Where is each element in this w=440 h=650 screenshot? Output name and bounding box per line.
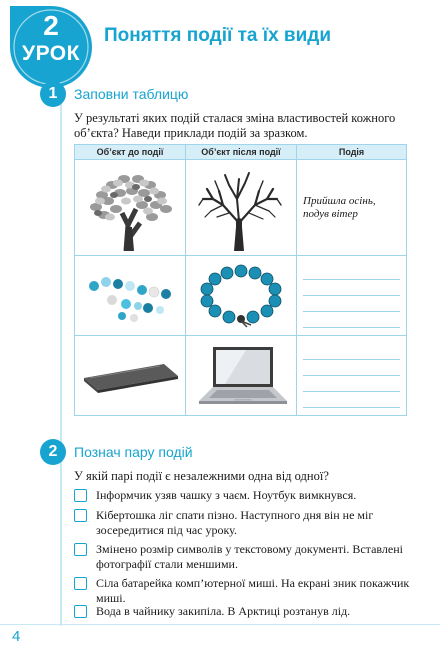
option-text: Кібертошка ліг спати пізно. Наступного дня він не міг зосередитися під час уроку. (96, 508, 374, 537)
option-checkbox[interactable] (74, 509, 87, 522)
event-example: Прийшла осінь, подув вітер (303, 194, 376, 220)
answer-lines[interactable] (297, 264, 406, 328)
option-checkbox[interactable] (74, 577, 87, 590)
event-cell (297, 160, 407, 256)
option-checkbox[interactable] (74, 489, 87, 502)
table-header: Подія (297, 145, 407, 160)
table-row (75, 336, 407, 416)
answer-lines[interactable] (297, 344, 406, 408)
page-number: 4 (12, 628, 21, 645)
margin-rule (60, 86, 62, 626)
option-text: Змінено розмір символів у текстовому документі. Вставлені фотографії стали меншими. (96, 542, 403, 571)
table-header: Об’єкт після події (186, 145, 297, 160)
task2-number: 2 (40, 439, 66, 465)
object-after-cell (186, 160, 297, 256)
bottom-rule (0, 624, 440, 625)
table-header: Об’єкт до події (75, 145, 186, 160)
task2-title: Познач пару подій (74, 444, 193, 460)
bare-tree-icon (193, 165, 289, 251)
object-after-cell (186, 256, 297, 336)
leafy-tree-icon (82, 165, 178, 251)
object-after-cell (186, 336, 297, 416)
loose-beads-icon (82, 266, 178, 326)
lesson-word: УРОК (22, 42, 80, 65)
task1-title: Заповни таблицю (74, 86, 189, 102)
option-text: Інформчик узяв чашку з чаєм. Ноутбук вимкнувся. (96, 488, 357, 502)
option-checkbox[interactable] (74, 605, 87, 618)
events-table (74, 144, 407, 416)
task1-instruction: У результаті яких подій сталася зміна властивостей кожного об’єкта? Наведи приклади подій за зразком. (74, 111, 396, 140)
object-before-cell (75, 336, 186, 416)
open-laptop-icon (191, 343, 291, 409)
option-checkbox[interactable] (74, 543, 87, 556)
option-text: Вода в чайнику закипіла. В Арктиці розтанув лід. (96, 604, 351, 618)
object-before-cell (75, 160, 186, 256)
closed-laptop-icon (80, 356, 180, 396)
task1-number: 1 (40, 81, 66, 107)
bead-bracelet-icon (193, 263, 289, 329)
table-row (75, 160, 407, 256)
event-cell (297, 256, 407, 336)
table-row (75, 256, 407, 336)
task2-question: У якій парі події є незалежними одна від одної? (74, 469, 329, 483)
lesson-number: 2 (43, 10, 59, 41)
option-text: Сіла батарейка комп’ютерної миші. На екрані зник покажчик миші. (96, 576, 410, 605)
lesson-badge (8, 4, 94, 90)
page-title: Поняття події та їх види (104, 25, 332, 46)
object-before-cell (75, 256, 186, 336)
event-cell (297, 336, 407, 416)
